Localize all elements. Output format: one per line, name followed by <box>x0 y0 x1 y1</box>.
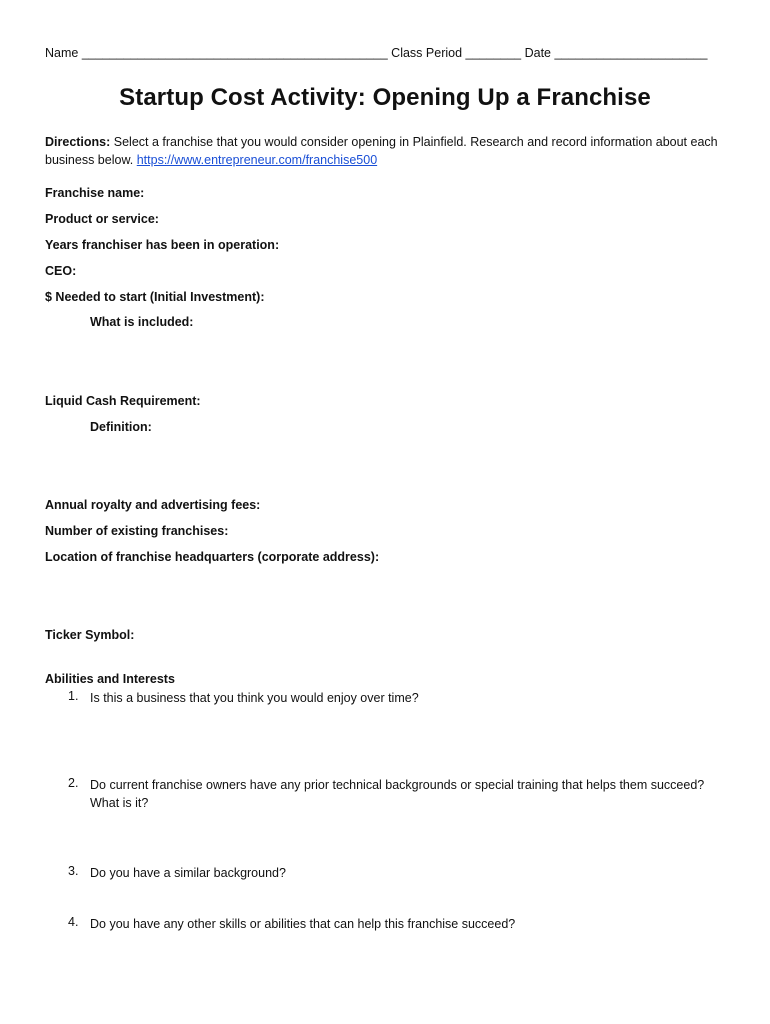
ticker-symbol-label: Ticker Symbol: <box>45 628 135 642</box>
what-included-label: What is included: <box>90 315 194 329</box>
directions-text: Select a franchise that you would consider opening in Plainfield. Research and record information about each business below. <box>45 135 718 167</box>
header-name-class-date-line: Name ____________________________________________ Class Period ________ Date ______________________ <box>45 46 708 60</box>
franchise-name-label: Franchise name: <box>45 186 145 200</box>
hq-location-label: Location of franchise headquarters (corporate address): <box>45 550 380 564</box>
question-text-continued: What is it? <box>90 796 149 810</box>
years-operation-label: Years franchiser has been in operation: <box>45 238 280 252</box>
question-number: 4. <box>68 915 79 929</box>
question-number: 1. <box>68 689 79 703</box>
existing-franchises-label: Number of existing franchises: <box>45 524 229 538</box>
royalty-fees-label: Annual royalty and advertising fees: <box>45 498 261 512</box>
question-text: Do you have any other skills or abilities that can help this franchise succeed? <box>90 917 516 931</box>
product-service-label: Product or service: <box>45 212 159 226</box>
franchise500-link[interactable]: https://www.entrepreneur.com/franchise500 <box>136 153 378 167</box>
question-text: Is this a business that you think you would enjoy over time? <box>90 691 419 705</box>
needed-to-start-label: $ Needed to start (Initial Investment): <box>45 290 265 304</box>
question-number: 2. <box>68 776 79 790</box>
page-title: Startup Cost Activity: Opening Up a Franchise <box>119 84 651 111</box>
ceo-label: CEO: <box>45 264 77 278</box>
question-number: 3. <box>68 864 79 878</box>
directions <box>45 133 735 169</box>
question-text: Do you have a similar background? <box>90 866 286 880</box>
liquid-cash-label: Liquid Cash Requirement: <box>45 394 201 408</box>
abilities-heading: Abilities and Interests <box>45 672 175 686</box>
question-text: Do current franchise owners have any prior technical backgrounds or special training that helps them succeed? <box>90 778 705 792</box>
directions-label: Directions: <box>45 135 111 149</box>
definition-label: Definition: <box>90 420 152 434</box>
